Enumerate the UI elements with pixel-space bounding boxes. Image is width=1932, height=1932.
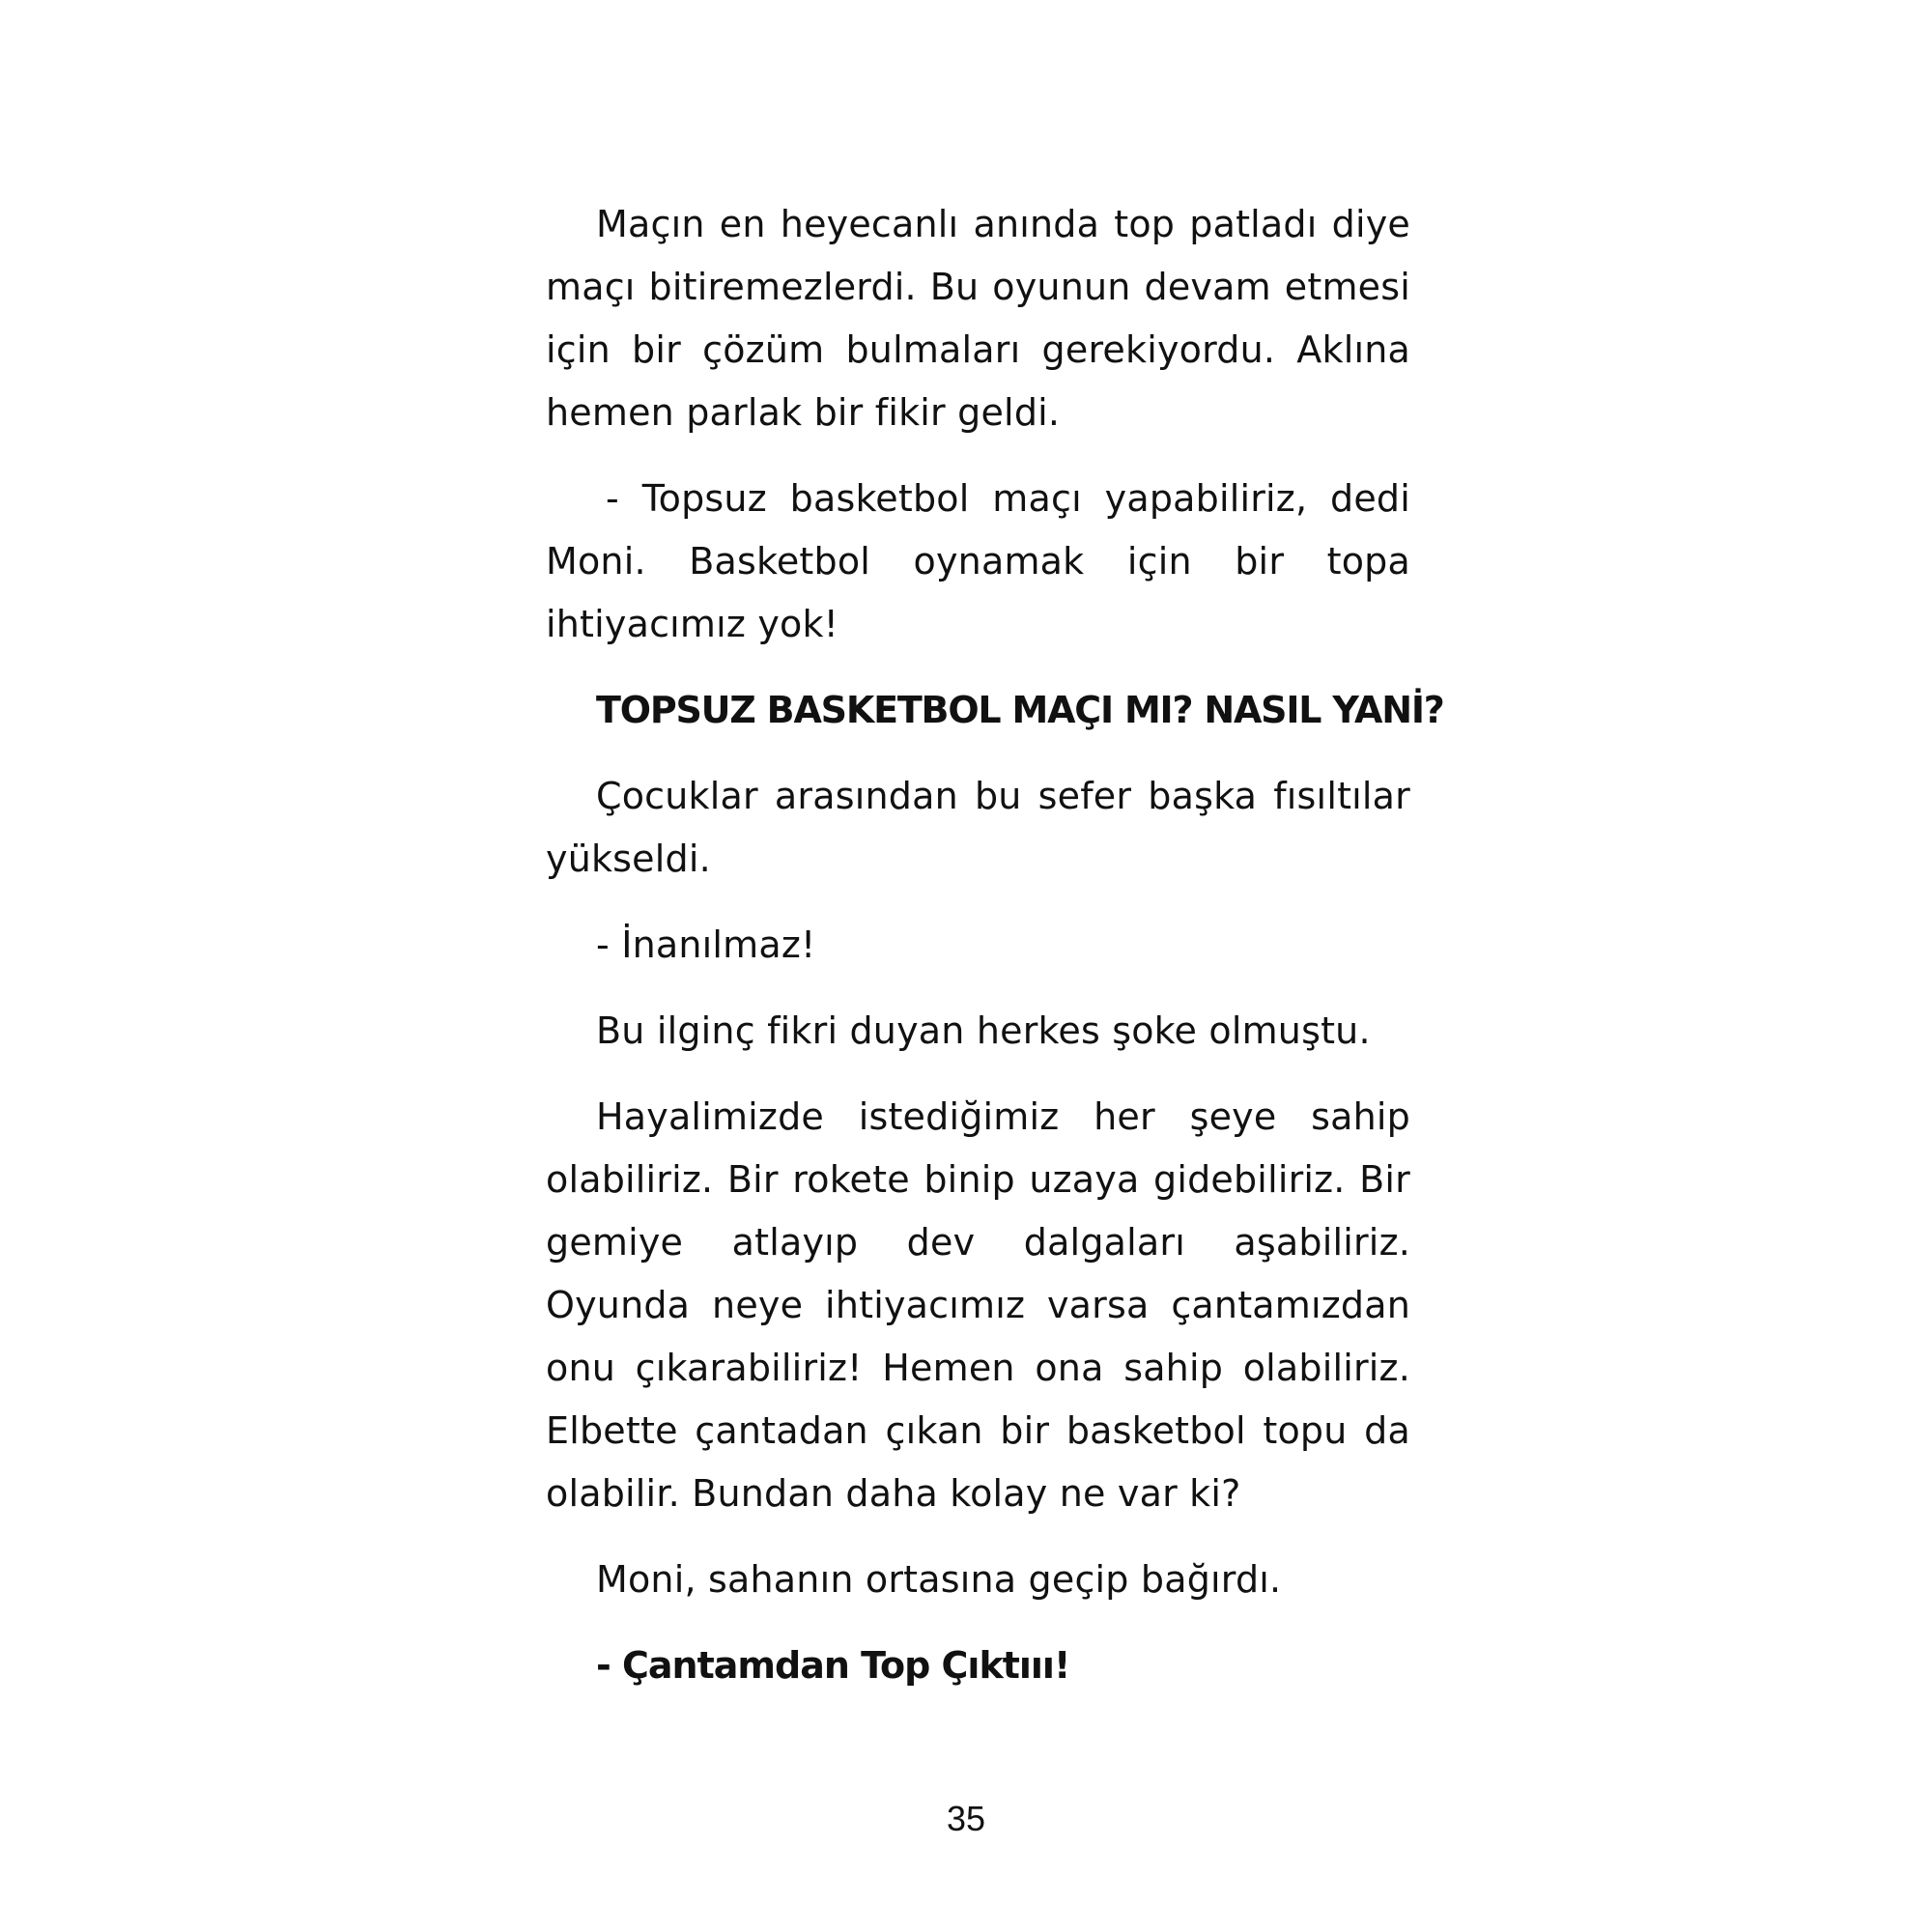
paragraph-1: Maçın en heyecanlı anında top patladı diye maçı bitiremezlerdi. Bu oyunun devam etmesi için bir çözüm bulmaları gerekiyordu. Aklına hemen parlak bir fikir geldi. <box>546 203 1410 434</box>
paragraph-imagination: Hayalimizde istediğimiz her şeye sahip olabiliriz. Bir rokete binip uzaya gidebiliriz. Bir gemiye atlayıp dev dalgaları aşabiliriz. Oyunda neye ihtiyacımız varsa çantamızdan onu çıkarabiliriz! Hemen ona sahip olabiliriz. Elbette çantadan çıkan bir basketbol topu da olabilir. Bundan daha kolay ne var ki? <box>546 1095 1410 1515</box>
paragraph-dialogue-cantamdan: - Çantamdan Top Çıktııı! <box>596 1644 1070 1687</box>
page-body <box>546 193 1444 1720</box>
paragraph-exclamation-heading: TOPSUZ BASKETBOL MAÇI MI? NASIL YANİ? <box>596 689 1444 731</box>
paragraph-shock: Bu ilginç fikri duyan herkes şoke olmuştu. <box>596 1009 1371 1052</box>
paragraph-dialogue-inanilmaz: - İnanılmaz! <box>596 923 816 966</box>
page-number: 35 <box>946 1799 986 1838</box>
paragraph-dialogue-topsuz: - Topsuz basketbol maçı yapabiliriz, dedi Moni. Basketbol oynamak için bir topa ihtiyacımız yok! <box>546 477 1410 645</box>
paragraph-moni-shout: Moni, sahanın ortasına geçip bağırdı. <box>596 1558 1282 1601</box>
paragraph-children-whisper: Çocuklar arasından bu sefer başka fısıltılar yükseldi. <box>546 775 1410 880</box>
